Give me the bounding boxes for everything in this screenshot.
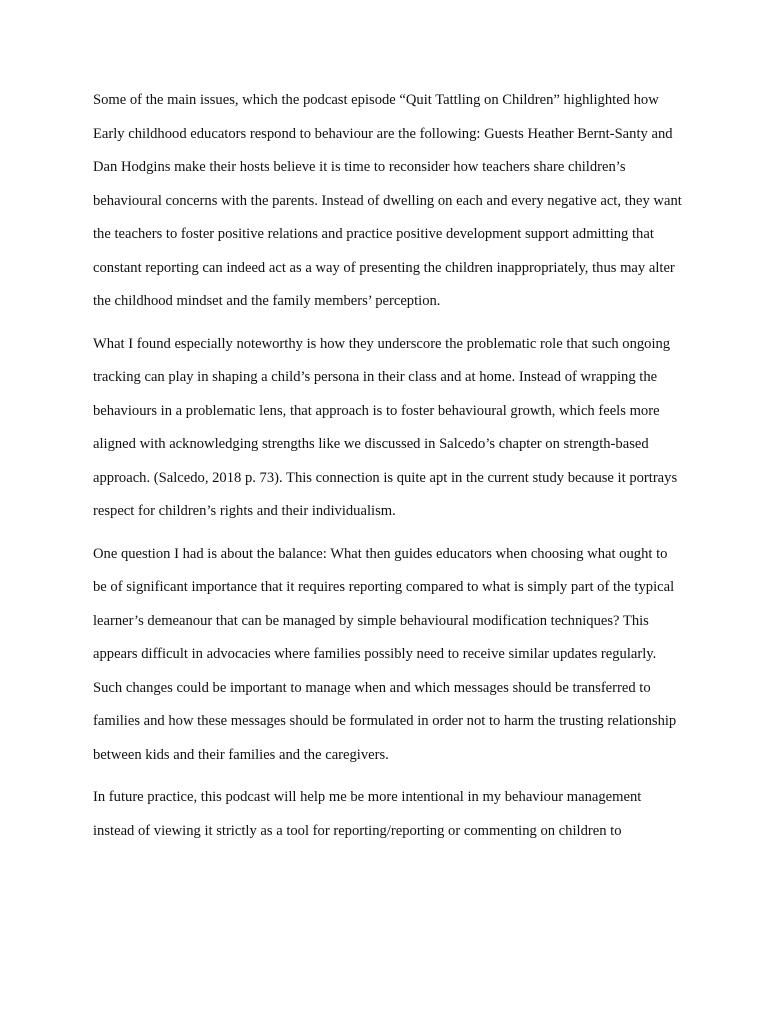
document-body [93, 84, 683, 848]
paragraph-noteworthy-point: What I found especially noteworthy is how they underscore the problematic role that such ongoing tracking can play in shaping a child’s persona in their class and at home. Instead of wrapping the behaviours in a problematic lens, that approach is to foster behavioural growth, which feels more aligned with acknowledging strengths like we discussed in Salcedo’s chapter on strength-based approach. (Salcedo, 2018 p. 73). This connection is quite apt in the current study because it portrays respect for children’s rights and their individualism. [93, 335, 678, 519]
paragraph-future-practice: In future practice, this podcast will help me be more intentional in my behaviour management instead of viewing it strictly as a tool for reporting/reporting or commenting on children to [93, 789, 642, 839]
paragraph-podcast-summary: Some of the main issues, which the podcast episode “Quit Tattling on Children” highlighted how Early childhood educators respond to behaviour are the following: Guests Heather Bernt-Santy and Dan Hodgins make their hosts believe it is time to reconsider how teachers share children’s behavioural concerns with the parents. Instead of dwelling on each and every negative act, they want the teachers to foster positive relations and practice positive development support admitting that constant reporting can indeed act as a way of presenting the children inappropriately, thus may alter the childhood mindset and the family members’ perception. [93, 92, 682, 309]
paragraph-question: One question I had is about the balance: What then guides educators when choosing what ought to be of significant importance that it requires reporting compared to what is simply part of the typical learner’s demeanour that can be managed by simple behavioural modification techniques? This appears difficult in advocacies where families possibly need to receive similar updates regularly. Such changes could be important to manage when and which messages should be transferred to families and how these messages should be formulated in order not to harm the trusting relationship between kids and their families and the caregivers. [93, 545, 677, 763]
